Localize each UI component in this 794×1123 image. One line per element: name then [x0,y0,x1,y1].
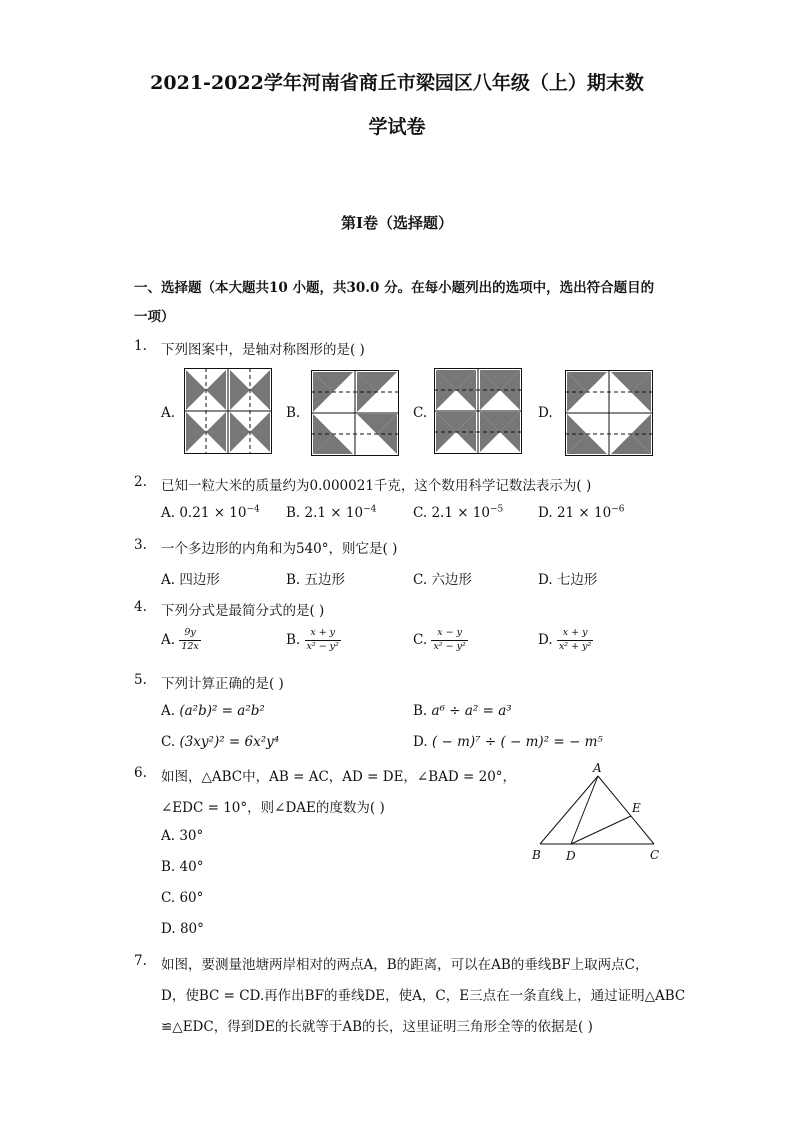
section-intro-line2: 一项） [134,309,175,325]
option-d [538,568,597,588]
vertex-label-e: E [632,801,641,815]
option-exponent: −6 [611,504,625,515]
option-value: 五边形 [304,572,346,588]
option-d [538,505,624,521]
option-b [161,859,203,875]
question-text-line1: 如图，要测量池塘两岸相对的两点A，B的距离，可以在AB的垂线BF上取两点C， [161,957,649,973]
section-intro-line1: 一、选择题（本大题共10 小题，共30.0 分。在每小题列出的选项中，选出符合题目的 [134,280,655,296]
option-exponent: −4 [246,504,260,515]
denominator: x² − y² [306,640,339,652]
denominator: x² − y² [433,640,466,652]
question-text: 已知一粒大米的质量约为0.000021千克，这个数用科学记数法表示为( ) [161,478,592,494]
question-number: 5. [134,672,147,688]
numerator: x + y [305,628,341,641]
option-c [161,890,203,906]
option-c [413,505,503,521]
question-number: 1. [134,338,147,354]
question-text-line2: D，使BC = CD.再作出BF的垂线DE，使A，C，E三点在一条直线上，通过证明△ABC [161,988,686,1004]
option-value: 0.21 × 10 [179,505,247,521]
option-label: B. [286,405,301,421]
question-text: 下列图案中，是轴对称图形的是( ) [161,342,365,358]
option-d [413,734,603,750]
vertex-label-d: D [566,849,576,863]
option-c [413,568,472,588]
option-c [161,734,279,750]
option-value: ( − m)⁷ ÷ ( − m)² = − m⁵ [431,734,603,750]
option-exponent: −4 [363,504,377,515]
option-label: D. [538,405,553,421]
fraction [305,628,341,653]
pattern-figure-d [565,370,653,456]
option-b [286,568,345,588]
pattern-figure-c [434,368,522,454]
option-b [413,703,512,719]
vertex-label-a: A [593,761,602,775]
option-value: (a²b)² = a²b² [179,703,265,719]
numerator: x − y [431,628,467,641]
option-value: 2.1 × 10 [431,505,490,521]
option-label: C. [413,631,428,648]
option-a [161,568,220,588]
fraction [557,628,593,653]
option-a [161,703,265,719]
option-label: C. [413,572,428,588]
question-text-line2: ∠EDC = 10°，则∠DAE的度数为( ) [161,800,385,816]
option-label: C. [161,734,176,750]
question-text-line3: ≌△EDC，得到DE的长就等于AB的长，这里证明三角形全等的依据是( ) [161,1019,593,1035]
option-label: B. [286,505,301,521]
option-value: 21 × 10 [556,505,612,521]
question-number: 7. [134,953,147,969]
question-number: 2. [134,474,147,490]
doc-title-line1: 2021-2022学年河南省商丘市梁园区八年级（上）期末数 [150,72,644,94]
option-value: 80° [179,921,204,937]
triangle-figure [528,760,668,870]
option-value: 四边形 [179,572,220,588]
option-value: (3xy²)² = 6x²y⁴ [179,734,280,750]
option-value: 30° [179,828,204,844]
option-label: A. [161,631,176,648]
option-label: C. [413,405,428,421]
option-label: A. [161,703,176,719]
option-label: D. [538,572,553,588]
option-d [161,921,204,937]
option-value: 60° [179,890,204,906]
question-number: 6. [134,765,147,781]
option-label: D. [413,734,428,750]
option-exponent: −5 [489,504,504,515]
fraction [179,628,200,653]
section-title: 第Ⅰ卷（选择题） [340,214,454,232]
vertex-label-c: C [650,848,660,862]
option-a [161,628,201,653]
option-a [161,505,260,521]
option-label: D. [161,921,176,937]
question-text-line1: 如图，△ABC中，AB = AC，AD = DE，∠BAD = 20°， [161,769,517,785]
option-label: D. [538,631,553,648]
question-text: 下列分式是最简分式的是( ) [161,603,325,619]
segment-ac [598,776,654,844]
option-c [413,628,468,653]
numerator: x + y [557,628,593,641]
numerator: 9y [179,628,200,641]
option-label: A. [161,505,176,521]
option-label: A. [161,405,176,421]
doc-title-line2: 学试卷 [368,116,426,138]
segment-ab [540,776,598,844]
option-label: D. [538,505,553,521]
option-value: 七边形 [556,572,598,588]
question-text: 一个多边形的内角和为540°，则它是( ) [161,541,398,557]
question-number: 4. [134,599,147,615]
option-value: 六边形 [431,572,472,588]
vertex-label-b: B [532,848,541,862]
option-b [286,628,341,653]
option-b [286,505,376,521]
option-a [161,828,203,844]
option-d [538,628,593,653]
option-value: 40° [179,859,204,875]
option-label: B. [161,859,176,875]
option-label: B. [286,631,301,648]
option-label: A. [161,572,176,588]
option-label: B. [413,703,428,719]
fraction [431,628,467,653]
option-value: a⁶ ÷ a² = a³ [431,703,512,719]
pattern-figure-a [184,368,272,454]
option-label: A. [161,828,176,844]
option-value: 2.1 × 10 [304,505,364,521]
denominator: 12x [181,640,199,652]
denominator: x² + y² [558,640,592,652]
option-label: C. [161,890,176,906]
option-label: B. [286,572,301,588]
pattern-figure-b [311,370,399,456]
question-number: 3. [134,537,147,553]
question-text: 下列计算正确的是( ) [161,676,284,692]
option-label: C. [413,505,428,521]
